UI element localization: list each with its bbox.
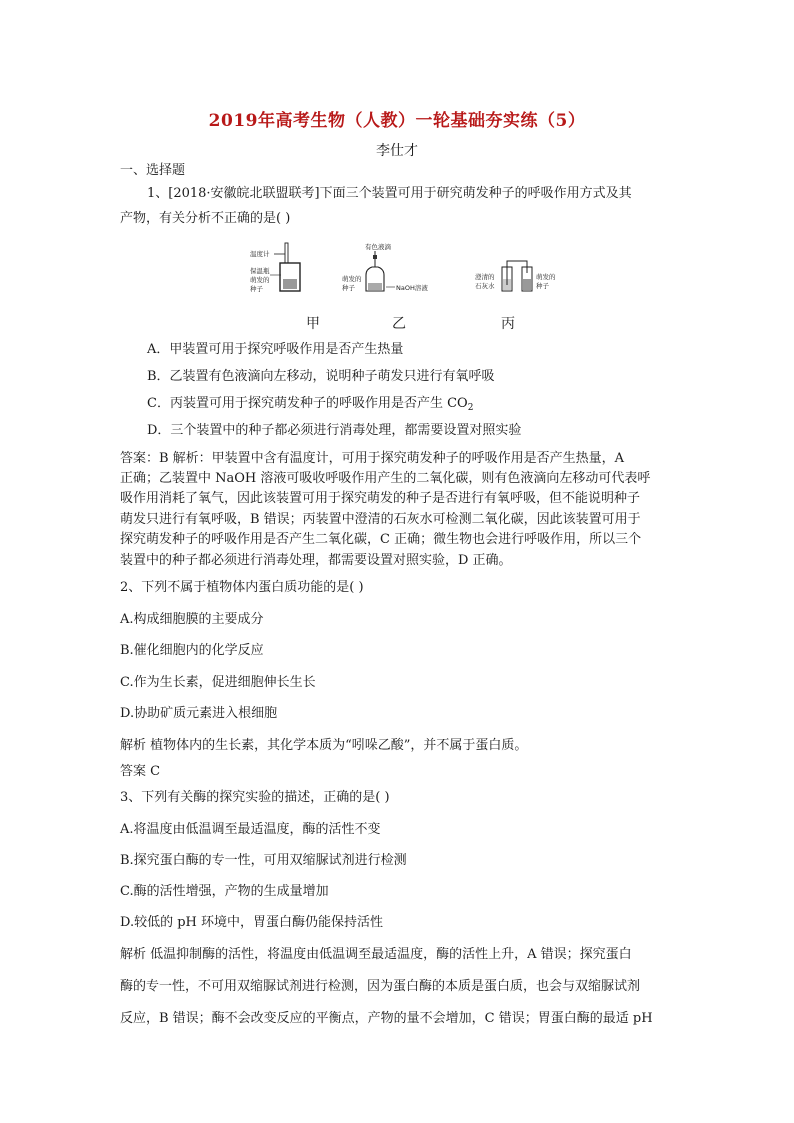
- figure-label-yi: 乙: [392, 316, 406, 332]
- q3-analysis-line3: 反应，B 错误；酶不会改变反应的平衡点，产物的量不会增加，C 错误；胃蛋白酶的最适 pH: [120, 1011, 653, 1026]
- q1-option-c: C．丙装置可用于探究萌发种子的呼吸作用是否产生 $CO_2$: [147, 396, 474, 413]
- figure-label-jia: 甲: [306, 316, 320, 332]
- jia-bottle-label3: 种子: [250, 285, 263, 293]
- bing-seed-label2: 种子: [536, 282, 549, 290]
- apparatus-diagram: [240, 235, 570, 305]
- author-name: 李仕才: [376, 143, 418, 159]
- q1-option-a: A．甲装置可用于探究呼吸作用是否产生热量: [147, 342, 404, 357]
- q3-option-d: D.较低的 pH 环境中，胃蛋白酶仍能保持活性: [120, 915, 384, 930]
- colored-drop-shape: [373, 255, 377, 259]
- q2-option-a: A.构成细胞膜的主要成分: [120, 612, 264, 627]
- q2-stem: 2、下列不属于植物体内蛋白质功能的是( ): [120, 580, 364, 595]
- q3-option-b: B.探究蛋白酶的专一性，可用双缩脲试剂进行检测: [120, 853, 407, 868]
- q3-analysis-line1: 解析 低温抑制酶的活性，将温度由低温调至最适温度，酶的活性上升，A 错误；探究蛋白: [120, 947, 632, 962]
- q1-stem-line1: 1、[2018·安徽皖北联盟联考]下面三个装置可用于研究萌发种子的呼吸作用方式及其: [147, 186, 632, 201]
- q3-option-c: C.酶的活性增强，产物的生成量增加: [120, 884, 329, 899]
- q1-answer-line4: 萌发只进行有氧呼吸，B 错误；丙装置中澄清的石灰水可检测二氧化碳，因此该装置可用于: [120, 512, 641, 527]
- q1-answer-line3: 吸作用消耗了氧气，因此该装置可用于探究萌发的种子是否进行有氧呼吸，但不能说明种子: [120, 491, 641, 506]
- bing-lime-label1: 澄清的: [475, 273, 495, 281]
- jia-bottle-label1: 保温瓶: [250, 267, 270, 275]
- q1-answer-line1: 答案：B 解析：甲装置中含有温度计，可用于探究萌发种子的呼吸作用是否产生热量，A: [120, 451, 625, 466]
- q3-stem: 3、下列有关酶的探究实验的描述，正确的是( ): [120, 790, 390, 805]
- q1-stem-line2: 产物，有关分析不正确的是( ): [120, 211, 291, 226]
- q2-option-c: C.作为生长素，促进细胞伸长生长: [120, 675, 316, 690]
- bing-seed-label1: 萌发的: [536, 273, 556, 281]
- section-heading: 一、选择题: [120, 163, 186, 178]
- yi-seed-label2: 种子: [342, 284, 355, 292]
- figure-label-bing: 丙: [501, 316, 515, 332]
- yi-naoh-label: NaOH溶液: [396, 284, 428, 292]
- q3-analysis-line2: 酶的专一性，不可用双缩脲试剂进行检测，因为蛋白酶的本质是蛋白质，也会与双缩脲试剂: [120, 979, 641, 994]
- jia-thermometer-label: 温度计: [250, 250, 270, 258]
- q2-option-d: D.协助矿质元素进入根细胞: [120, 706, 278, 721]
- q2-option-b: B.催化细胞内的化学反应: [120, 643, 264, 658]
- q1-option-d: D．三个装置中的种子都必须进行消毒处理，都需要设置对照实验: [147, 423, 522, 438]
- document-title: 2019年高考生物（人教）一轮基础夯实练（5）: [208, 111, 586, 131]
- yi-seeds-shape: [368, 283, 382, 290]
- q3-option-a: A.将温度由低温调至最适温度，酶的活性不变: [120, 822, 381, 837]
- q1-answer-line2: 正确；乙装置中 NaOH 溶液可吸收呼吸作用产生的二氧化碳，则有色液滴向左移动可代表呼: [120, 471, 651, 486]
- q2-answer: 答案 C: [120, 764, 161, 779]
- yi-seed-label1: 萌发的: [342, 275, 362, 283]
- q2-analysis: 解析 植物体内的生长素，其化学本质为“吲哚乙酸”，并不属于蛋白质。: [120, 738, 528, 753]
- jia-seeds-shape: [283, 279, 297, 289]
- yi-drop-label: 有色液滴: [365, 243, 391, 251]
- q1-answer-line5: 探究萌发种子的呼吸作用是否产生二氧化碳，C 正确；微生物也会进行呼吸作用，所以三个: [120, 532, 642, 547]
- q1-option-b: B．乙装置有色液滴向左移动，说明种子萌发只进行有氧呼吸: [147, 369, 495, 384]
- jia-bottle-label2: 萌发的: [250, 276, 270, 284]
- q1-apparatus-figure: [240, 235, 570, 305]
- bing-lime-label2: 石灰水: [475, 282, 495, 290]
- q1-answer-line6: 装置中的种子都必须进行消毒处理，都需要设置对照实验，D 正确。: [120, 553, 512, 568]
